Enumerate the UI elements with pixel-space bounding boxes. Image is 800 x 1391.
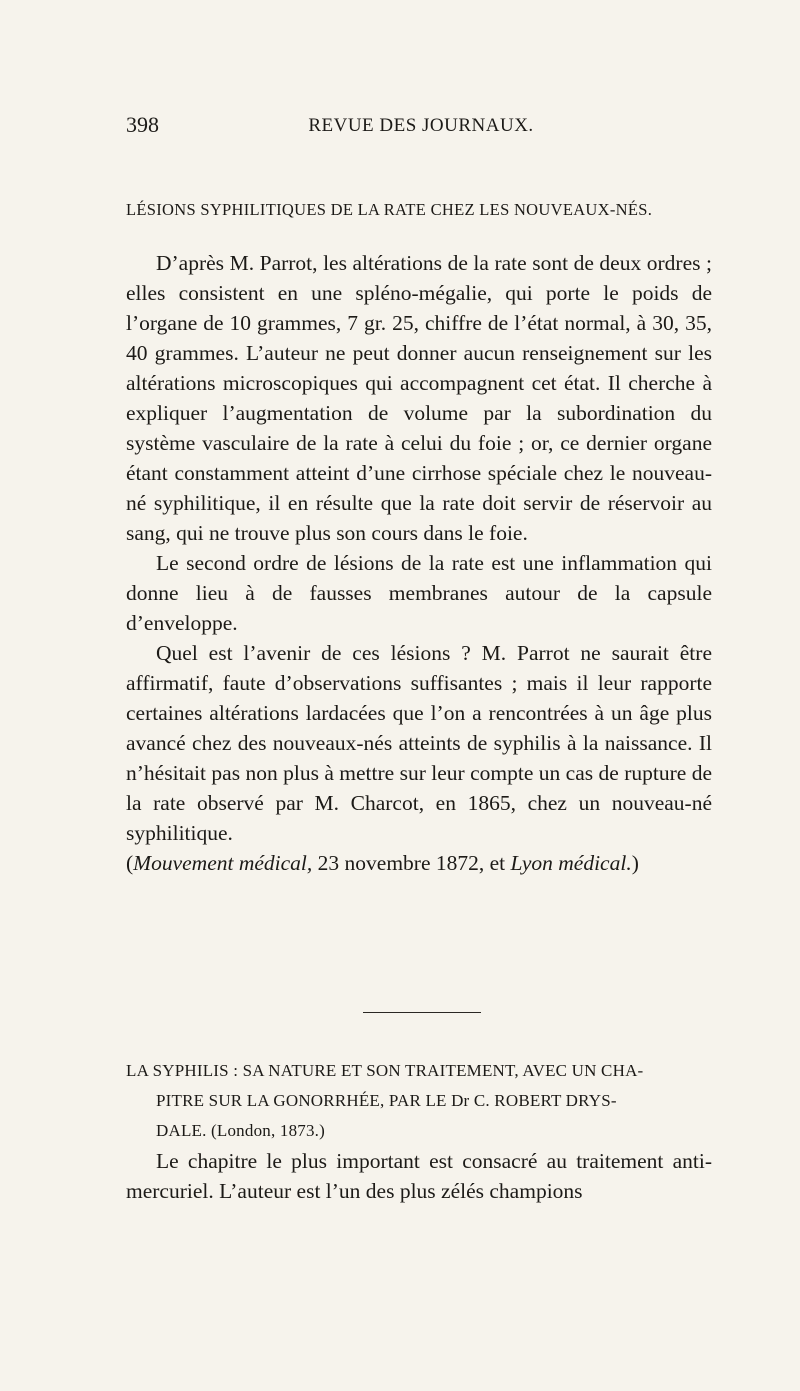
article-title: LÉSIONS SYPHILITIQUES DE LA RATE CHEZ LES NOUVEAUX-NÉS. bbox=[126, 200, 653, 219]
paragraph bbox=[126, 638, 712, 878]
review-body bbox=[126, 1146, 712, 1206]
paragraph: D’après M. Parrot, les altérations de la rate sont de deux ordres ; elles consistent en une spléno-mégalie, qui porte le poids de l’organe de 10 grammes, 7 gr. 25, chiffre de l’état normal, à 30, 35, 40 grammes. L’auteur ne peut donner aucun renseignement sur les altérations microscopiques qui accompagnent cet état. Il cherche à expliquer l’augmentation de volume par la subordination du système vasculaire de la rate à celui du foie ; or, ce dernier organe étant constamment atteint d’une cirrhose spéciale chez le nouveau-né syphilitique, il en résulte que la rate doit servir de réservoir au sang, qui ne trouve plus son cours dans le foie. bbox=[126, 251, 712, 545]
paragraph: Le chapitre le plus important est consacré au traitement anti-mercuriel. L’auteur est l’un des plus zélés champions bbox=[126, 1149, 712, 1203]
journal-title: REVUE DES JOURNAUX. bbox=[308, 115, 534, 136]
citation-source: Mouvement médical, bbox=[133, 851, 313, 875]
review-heading-line: PITRE SUR LA GONORRHÉE, PAR LE Dr C. ROBERT DRYS- bbox=[156, 1091, 617, 1110]
paragraph-text: Quel est l’avenir de ces lésions ? M. Parrot ne saurait être affirmatif, faute d’observations suffisantes ; mais il leur rapporte certaines altérations lardacées que l’on a rencontrées à un âge plus avancé chez des nouveaux-nés atteints de syphilis à la naissance. Il n’hésitait pas non plus à mettre sur leur compte un cas de rupture de la rate observé par M. Charcot, en 1865, chez un nouveau-né syphilitique. bbox=[126, 641, 712, 845]
running-head bbox=[126, 112, 716, 142]
citation-source: Lyon médical. bbox=[510, 851, 632, 875]
paragraph: Le second ordre de lésions de la rate est une inflammation qui donne lieu à de fausses membranes autour de la capsule d’enveloppe. bbox=[126, 551, 712, 635]
page-number: 398 bbox=[126, 112, 159, 137]
citation: (Mouvement médical, 23 novembre 1872, et Lyon médical.) bbox=[126, 851, 639, 875]
review-heading bbox=[126, 1056, 712, 1146]
citation-date: 23 novembre 1872, et bbox=[312, 851, 511, 875]
review-heading-line: DALE. (London, 1873.) bbox=[156, 1121, 325, 1140]
section-divider bbox=[363, 1012, 481, 1013]
review-heading-line: LA SYPHILIS : SA NATURE ET SON TRAITEMENT, AVEC UN CHA- bbox=[126, 1061, 644, 1080]
article-body bbox=[126, 248, 712, 878]
